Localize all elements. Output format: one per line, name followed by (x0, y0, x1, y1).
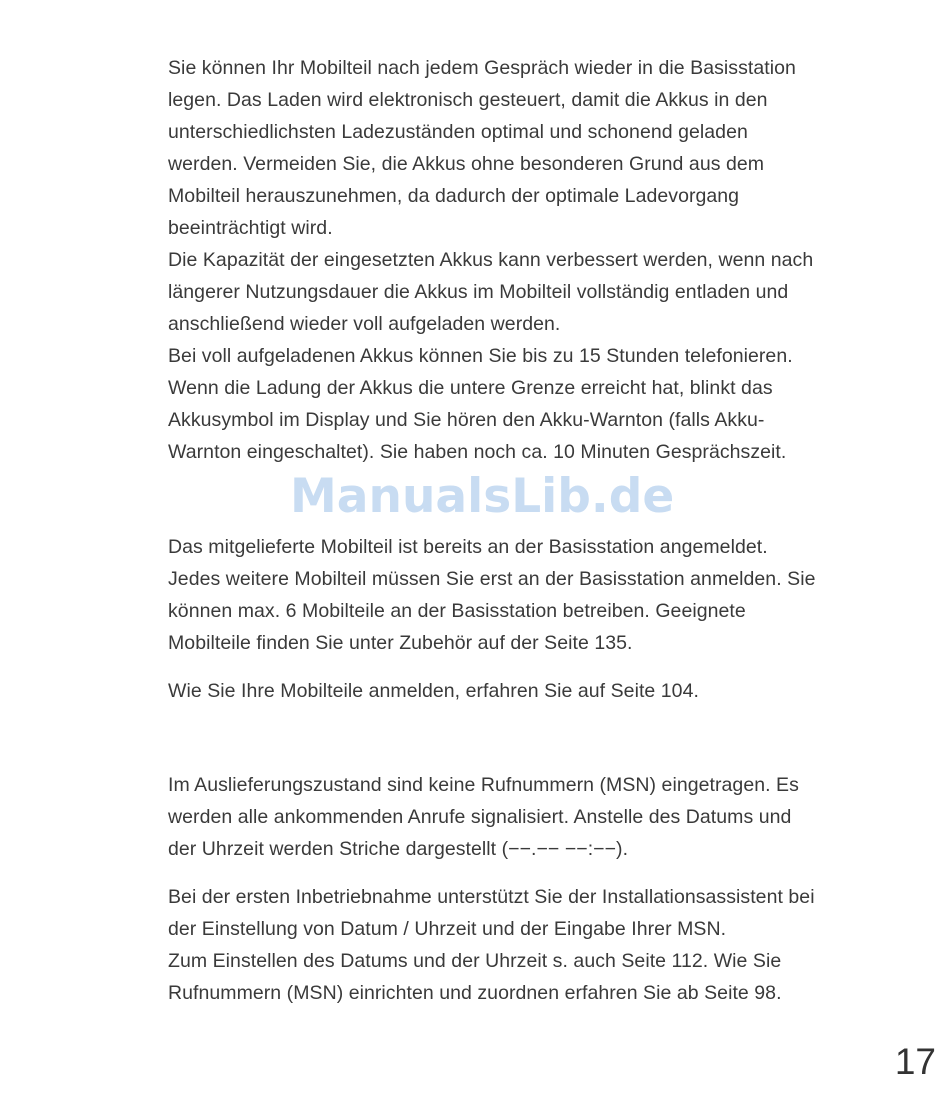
watermark-logo: ManualsLib.de (290, 469, 675, 524)
delivery-state-paragraph (168, 769, 908, 865)
text-line: Sie können Ihr Mobilteil nach jedem Gespräch wieder in die Basisstation (168, 57, 796, 79)
charging-paragraph (168, 52, 908, 468)
text-line: der Einstellung von Datum / Uhrzeit und der Eingabe Ihrer MSN. (168, 918, 727, 940)
text-line: werden. Vermeiden Sie, die Akkus ohne besonderen Grund aus dem (168, 153, 765, 175)
text-line: längerer Nutzungsdauer die Akkus im Mobilteil vollständig entladen und (168, 281, 789, 303)
setup-paragraph (168, 881, 908, 1009)
text-line: Mobilteil herauszunehmen, da dadurch der optimale Ladevorgang (168, 185, 740, 207)
text-line: Wenn die Ladung der Akkus die untere Grenze erreicht hat, blinkt das (168, 377, 773, 399)
registration-paragraph (168, 531, 908, 659)
text-line: unterschiedlichsten Ladezuständen optimal und schonend geladen (168, 121, 748, 143)
text-line: beeinträchtigt wird. (168, 217, 333, 239)
text-line: der Uhrzeit werden Striche dargestellt (−−.−− −−:−−). (168, 838, 629, 860)
page-number: 17 (894, 1041, 936, 1082)
text-line: Wie Sie Ihre Mobilteile anmelden, erfahren Sie auf Seite 104. (168, 680, 699, 702)
text-line: anschließend wieder voll aufgeladen werden. (168, 313, 561, 335)
text-line: Jedes weitere Mobilteil müssen Sie erst an der Basisstation anmelden. Sie (168, 568, 816, 590)
text-line: Die Kapazität der eingesetzten Akkus kann verbessert werden, wenn nach (168, 249, 814, 271)
text-line: werden alle ankommenden Anrufe signalisiert. Anstelle des Datums und (168, 806, 792, 828)
text-line: können max. 6 Mobilteile an der Basisstation betreiben. Geeignete (168, 600, 746, 622)
text-line: Zum Einstellen des Datums und der Uhrzeit s. auch Seite 112. Wie Sie (168, 950, 782, 972)
text-line: legen. Das Laden wird elektronisch gesteuert, damit die Akkus in den (168, 89, 768, 111)
text-line: Warnton eingeschaltet). Sie haben noch ca. 10 Minuten Gesprächszeit. (168, 441, 787, 463)
text-line: Mobilteile finden Sie unter Zubehör auf der Seite 135. (168, 632, 633, 654)
text-line: Bei voll aufgeladenen Akkus können Sie bis zu 15 Stunden telefonieren. (168, 345, 793, 367)
text-line: Im Auslieferungszustand sind keine Rufnummern (MSN) eingetragen. Es (168, 774, 799, 796)
text-line: Akkusymbol im Display und Sie hören den Akku-Warnton (falls Akku- (168, 409, 765, 431)
text-line: Das mitgelieferte Mobilteil ist bereits an der Basisstation angemeldet. (168, 536, 768, 558)
text-line: Rufnummern (MSN) einrichten und zuordnen erfahren Sie ab Seite 98. (168, 982, 782, 1004)
text-line: Bei der ersten Inbetriebnahme unterstützt Sie der Installationsassistent bei (168, 886, 815, 908)
registration-note (168, 675, 908, 707)
